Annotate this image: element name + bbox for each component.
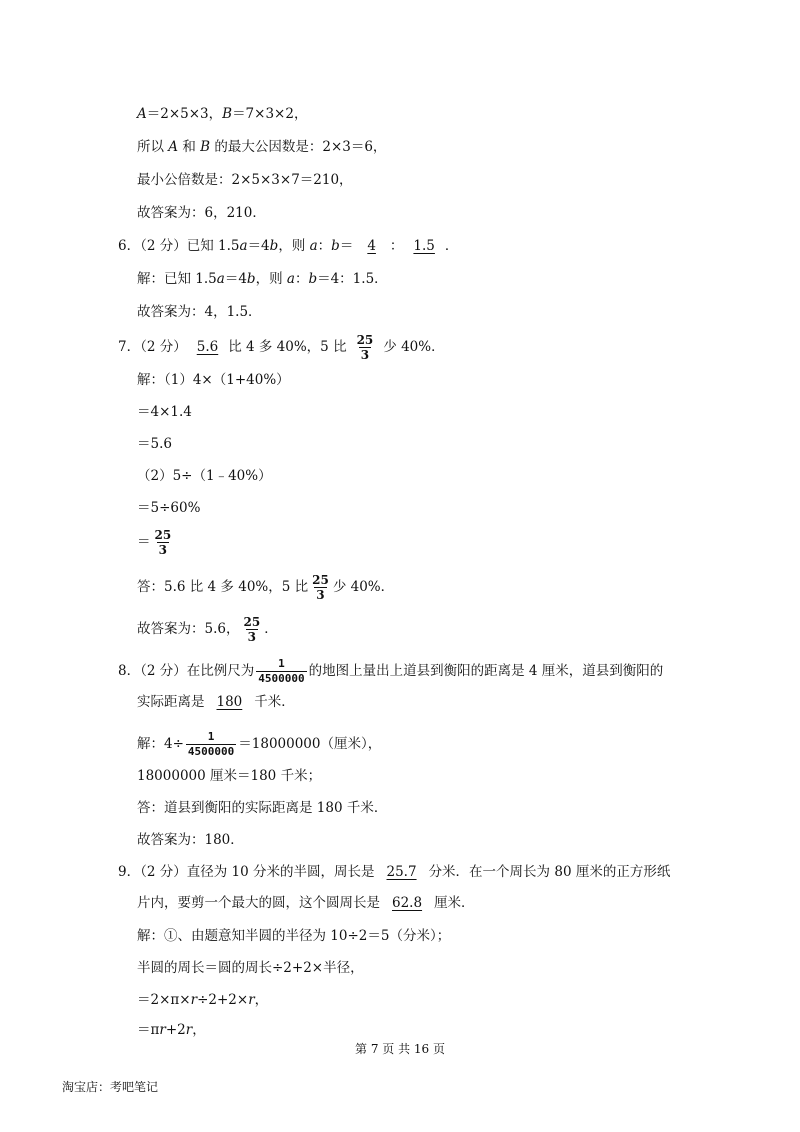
- text: 的最大公因数是：2×3＝6，: [210, 139, 387, 155]
- solution-8-line-3: 答：道县到衡阳的实际距离是 180 千米．: [137, 800, 388, 816]
- text: ＝4: [247, 238, 270, 254]
- text: ，: [192, 1022, 206, 1038]
- solution-8-line-2: 18000000 厘米＝180 千米；: [137, 768, 322, 784]
- question-8: [118, 657, 663, 686]
- answer-7: [137, 615, 278, 644]
- var: b: [308, 271, 318, 287]
- text: ，则: [278, 238, 310, 254]
- text: 故答案为：5.6，: [137, 621, 240, 637]
- var: r: [248, 992, 255, 1008]
- var: b: [269, 238, 279, 254]
- fraction: [355, 333, 376, 362]
- var: b: [331, 238, 340, 254]
- text: ．: [264, 621, 278, 637]
- text: ：: [294, 271, 309, 287]
- var: a: [286, 271, 295, 287]
- solution-9-line-2: 半圆的周长＝圆的周长÷2+2×半径，: [137, 960, 364, 976]
- solution-7-line-5: ＝5÷60%: [137, 500, 201, 516]
- solution-7-line-4: （2）5÷（1﹣40%）: [137, 468, 272, 484]
- answer-blank: 1.5: [413, 238, 435, 254]
- question-number: 8．: [118, 663, 141, 679]
- answer-blank: 25.7: [386, 864, 417, 880]
- numerator: 1: [278, 657, 285, 670]
- text: （2 分）: [140, 339, 187, 355]
- solution-9-line-3: [137, 990, 268, 1010]
- text: 少 40%．: [332, 579, 395, 595]
- text: ＝4: [224, 271, 247, 287]
- text: ＝4：1.5．: [317, 271, 388, 287]
- text: （2 分）已知 1.5: [140, 238, 240, 254]
- question-8-continued: [137, 692, 295, 712]
- solution-8: [137, 730, 381, 759]
- answer-blank: 5.6: [196, 339, 219, 355]
- scale-fraction: [256, 657, 306, 686]
- answer-blank: 4: [367, 238, 376, 254]
- solution-9-line-1: 解：①、由题意知半圆的半径为 10÷2＝5（分米）；: [137, 928, 451, 944]
- answer-8: 故答案为：180．: [137, 832, 244, 848]
- numerator: 25: [154, 528, 172, 542]
- answer-6: 故答案为：4，1.5．: [137, 304, 262, 320]
- text: 实际距离是: [137, 694, 205, 710]
- text: 和: [178, 139, 201, 155]
- line-lcm: 最小公倍数是：2×5×3×7＝210，: [137, 172, 353, 188]
- question-9-continued: [137, 893, 475, 913]
- fraction: [310, 573, 331, 602]
- numerator: 1: [207, 730, 215, 743]
- numerator: 25: [356, 333, 374, 347]
- text: ．: [444, 238, 459, 254]
- solution-7-result: [137, 528, 175, 557]
- question-9: [118, 862, 670, 882]
- text: ：: [389, 238, 404, 254]
- solution-6: [137, 269, 388, 289]
- question-7: [118, 333, 445, 362]
- fraction: [241, 615, 262, 644]
- text: 少 40%．: [383, 339, 445, 355]
- denominator: 3: [247, 630, 257, 644]
- var-a: A: [137, 106, 147, 122]
- solution-9-line-4: [137, 1020, 206, 1040]
- var-a: A: [168, 139, 179, 155]
- text: 千米．: [254, 694, 295, 710]
- text: ＝18000000（厘米），: [238, 736, 382, 752]
- text: ＝π: [137, 1022, 160, 1038]
- var-b: B: [222, 106, 233, 122]
- denominator: 3: [360, 348, 370, 362]
- question-number: 6．: [118, 238, 141, 254]
- text: 所以: [137, 139, 169, 155]
- numerator: 25: [243, 615, 261, 629]
- text: 厘米．: [434, 895, 475, 911]
- denominator: 3: [158, 543, 168, 557]
- text: ＝2×5×3，: [146, 106, 223, 122]
- text: 的地图上量出上道县到衡阳的距离是 4 厘米，道县到衡阳的: [308, 663, 664, 679]
- text: +2: [165, 1022, 186, 1038]
- text: 解：4÷: [137, 736, 184, 752]
- text: 比 4 多 40%，5 比: [228, 339, 347, 355]
- var: r: [159, 1022, 166, 1038]
- text: ：: [317, 238, 332, 254]
- answer-blank: 180: [216, 694, 243, 710]
- fraction: [153, 528, 174, 557]
- shop-watermark: 淘宝店：考吧笔记: [62, 1080, 159, 1094]
- page-footer: 第 7 页 共 16 页: [355, 1042, 445, 1056]
- var-b: B: [200, 139, 211, 155]
- var: r: [190, 992, 198, 1008]
- solution-7-line-2: ＝4×1.4: [137, 404, 192, 420]
- text: ＝2×π×: [137, 992, 191, 1008]
- numerator: 25: [312, 573, 329, 587]
- line-a-b-factorization: [137, 104, 307, 124]
- text: 答：5.6 比 4 多 40%，5 比: [137, 579, 309, 595]
- denominator: 3: [316, 588, 325, 602]
- var: b: [246, 271, 256, 287]
- question-number: 9．: [118, 864, 141, 880]
- text: ＝7×3×2，: [232, 106, 308, 122]
- denominator: 4500000: [187, 745, 235, 758]
- text: 分米．在一个周长为 80 厘米的正方形纸: [428, 864, 671, 880]
- text: （2 分）直径为 10 分米的半圆，周长是: [140, 864, 375, 880]
- line-gcd: [137, 137, 386, 157]
- var: a: [216, 271, 225, 287]
- text: ÷2+2×: [197, 992, 249, 1008]
- var: r: [185, 1022, 193, 1038]
- text: （2 分）在比例尺为: [140, 663, 255, 679]
- fraction: [186, 730, 236, 759]
- text: 片内，要剪一个最大的圆，这个圆周长是: [137, 895, 380, 911]
- denominator: 4500000: [258, 672, 305, 685]
- solution-7-line-1: 解：（1）4×（1+40%）: [137, 372, 290, 388]
- solution-7-statement: [137, 573, 394, 602]
- var: a: [239, 238, 248, 254]
- line-answer-5: 故答案为：6，210．: [137, 205, 266, 221]
- text: ，: [254, 992, 269, 1008]
- answer-blank-fraction: [347, 333, 384, 362]
- text: 解：已知 1.5: [137, 271, 217, 287]
- var: a: [309, 238, 318, 254]
- text: ＝: [339, 238, 354, 254]
- question-6: [118, 236, 458, 256]
- solution-7-line-3: ＝5.6: [137, 436, 172, 452]
- text: ＝: [137, 534, 151, 550]
- question-number: 7．: [118, 339, 141, 355]
- answer-blank: 62.8: [392, 895, 423, 911]
- text: ，则: [255, 271, 287, 287]
